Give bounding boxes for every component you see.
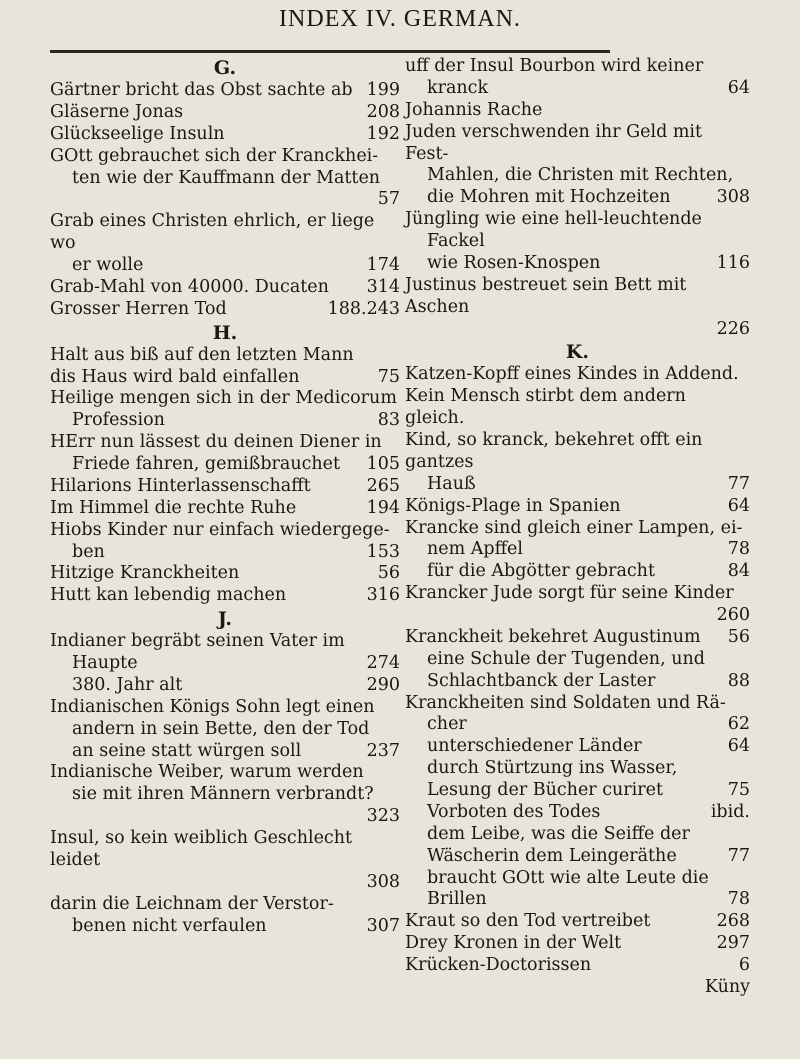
page-number: 265 bbox=[366, 475, 400, 496]
index-entry bbox=[405, 386, 750, 430]
index-entry-continuation bbox=[50, 916, 400, 938]
index-entry bbox=[50, 367, 400, 389]
index-entry-continuation bbox=[405, 758, 750, 780]
section-letter: H. bbox=[212, 321, 238, 344]
index-entry bbox=[50, 498, 400, 520]
page-number: 208 bbox=[366, 101, 400, 122]
entry-text: darin die Leichnam der Verstor- bbox=[50, 893, 334, 914]
index-entry-continuation bbox=[50, 675, 400, 697]
page-number: 188.243 bbox=[327, 298, 400, 319]
entry-text: Fackel bbox=[427, 231, 485, 251]
entry-text: Wäscherin dem Leingeräthe bbox=[427, 845, 677, 866]
index-entry-continuation bbox=[50, 189, 400, 211]
index-entry bbox=[50, 762, 400, 784]
page-number: 88 bbox=[727, 670, 750, 691]
page-number: 84 bbox=[727, 561, 750, 582]
index-entry bbox=[405, 911, 750, 933]
page-number: 56 bbox=[377, 563, 400, 584]
entry-text: Kraut so den Tod vertreibet bbox=[405, 911, 651, 932]
index-entry bbox=[50, 563, 400, 585]
entry-text: an seine statt würgen soll bbox=[72, 740, 302, 761]
entry-text: wie Rosen-Knospen bbox=[427, 252, 601, 273]
index-entry bbox=[50, 277, 400, 299]
index-entry bbox=[405, 100, 750, 122]
index-entry bbox=[50, 697, 400, 719]
index-entry bbox=[50, 345, 400, 367]
index-entry-continuation bbox=[405, 714, 750, 736]
index-entry-continuation bbox=[50, 653, 400, 675]
index-entry-continuation bbox=[50, 872, 400, 894]
entry-text: Justinus bestreuet sein Bett mit Aschen bbox=[405, 274, 687, 317]
index-entry-continuation bbox=[405, 846, 750, 868]
entry-text: er wolle bbox=[72, 255, 144, 275]
index-entry-continuation bbox=[405, 165, 750, 187]
entry-text: Juden verschwenden ihr Geld mit Fest- bbox=[405, 121, 703, 164]
index-entry bbox=[50, 476, 400, 498]
entry-text: Lesung der Bücher curiret bbox=[427, 780, 664, 800]
entry-text: dis Haus wird bald einfallen bbox=[50, 366, 300, 387]
running-head: INDEX IV. GERMAN. bbox=[279, 6, 521, 32]
entry-text: Grosser Herren Tod bbox=[50, 298, 227, 319]
page-number: 226 bbox=[716, 318, 750, 339]
page-number: 78 bbox=[727, 889, 750, 910]
entry-text: durch Stürtzung ins Wasser, bbox=[427, 758, 678, 779]
index-entry-continuation bbox=[405, 736, 750, 758]
index-entry-continuation bbox=[50, 784, 400, 806]
entry-text: benen nicht verfaulen bbox=[72, 915, 267, 936]
entry-text: Johannis Rache bbox=[405, 99, 543, 120]
index-entry-continuation bbox=[405, 889, 750, 911]
page-number: 268 bbox=[716, 911, 750, 932]
entry-text: dem Leibe, was die Seiffe der bbox=[427, 823, 690, 844]
entry-text: Gärtner bricht das Obst sachte ab bbox=[50, 80, 353, 100]
index-entry bbox=[405, 583, 750, 605]
entry-text: Glückseelige Insuln bbox=[50, 123, 225, 144]
page-number: 174 bbox=[366, 255, 400, 275]
entry-text: Hauß bbox=[427, 473, 476, 494]
index-entry-continuation bbox=[405, 539, 750, 561]
entry-text: ten wie der Kauffmann der Matten bbox=[72, 167, 381, 188]
entry-text: Im Himmel die rechte Ruhe bbox=[50, 497, 297, 518]
section-letter: K. bbox=[565, 341, 590, 364]
page-number: 77 bbox=[727, 473, 750, 494]
index-entry bbox=[405, 518, 750, 540]
page-number: 83 bbox=[377, 410, 400, 431]
entry-text: Heilige mengen sich in der Medicorum bbox=[50, 388, 397, 409]
entry-text: Haupte bbox=[72, 653, 138, 673]
page-number: Küny bbox=[704, 976, 750, 997]
index-entry-continuation bbox=[405, 231, 750, 253]
entry-text: cher bbox=[427, 714, 467, 735]
index-entry bbox=[405, 693, 750, 715]
index-entry bbox=[50, 585, 400, 607]
entry-text: Profession bbox=[72, 410, 165, 431]
index-entry bbox=[50, 299, 400, 321]
index-entry bbox=[405, 955, 750, 977]
index-entry-continuation bbox=[50, 542, 400, 564]
index-entry-continuation bbox=[405, 319, 750, 341]
index-entry bbox=[405, 627, 750, 649]
entry-text: Vorboten des Todes bbox=[427, 801, 601, 822]
entry-text: HErr nun lässest du deinen Diener in bbox=[50, 432, 382, 453]
entry-text: Schlachtbanck der Laster bbox=[427, 670, 656, 691]
entry-text: Hutt kan lebendig machen bbox=[50, 585, 287, 606]
entry-text: Indianischen Königs Sohn legt einen bbox=[50, 696, 375, 717]
page-number: 64 bbox=[727, 77, 750, 98]
page-number: 307 bbox=[366, 915, 400, 936]
entry-text: Insul, so kein weiblich Geschlecht leidet bbox=[50, 828, 353, 870]
index-entry-continuation bbox=[405, 474, 750, 496]
entry-text: nem Apffel bbox=[427, 539, 524, 560]
entry-text: Grab eines Christen ehrlich, er liege wo bbox=[50, 211, 375, 254]
entry-text: Halt aus biß auf den letzten Mann bbox=[50, 344, 354, 365]
entry-text: GOtt gebrauchet sich der Kranckhei- bbox=[50, 145, 379, 166]
entry-text: ben bbox=[72, 541, 105, 562]
entry-text: Mahlen, die Christen mit Rechten, bbox=[427, 165, 734, 186]
index-entry bbox=[405, 275, 750, 319]
page-number: 116 bbox=[716, 252, 750, 273]
index-entry bbox=[405, 496, 750, 518]
entry-text: Indianische Weiber, warum werden bbox=[50, 762, 364, 783]
page-number: 290 bbox=[366, 674, 400, 695]
page-number: 6 bbox=[738, 955, 750, 975]
index-column-left bbox=[50, 56, 400, 937]
page-number: 64 bbox=[727, 736, 750, 757]
index-entry-continuation bbox=[405, 824, 750, 846]
page-number: 56 bbox=[727, 626, 750, 647]
index-entry-continuation bbox=[405, 78, 750, 100]
entry-text: Krücken-Doctorissen bbox=[405, 955, 592, 975]
page-number: 194 bbox=[366, 497, 400, 518]
section-letter: G. bbox=[213, 57, 237, 79]
page-number: 57 bbox=[377, 189, 400, 210]
page-number: 274 bbox=[366, 653, 400, 673]
page-number: 78 bbox=[727, 539, 750, 560]
entry-text: Drey Kronen in der Welt bbox=[405, 933, 622, 954]
index-entry bbox=[50, 80, 400, 102]
entry-text: Grab-Mahl von 40000. Ducaten bbox=[50, 276, 329, 297]
index-entry bbox=[50, 211, 400, 255]
page-number: 75 bbox=[727, 780, 750, 800]
entry-text: Kein Mensch stirbt dem andern gleich. bbox=[405, 386, 686, 429]
entry-text: Kind, so kranck, bekehret offt ein gantzes bbox=[405, 430, 703, 472]
entry-text: Königs-Plage in Spanien bbox=[405, 495, 621, 516]
page-number: 308 bbox=[366, 871, 400, 892]
entry-text: Brillen bbox=[427, 889, 487, 910]
page-number: 297 bbox=[716, 933, 750, 954]
index-entry bbox=[405, 122, 750, 166]
section-letter: J. bbox=[217, 608, 233, 631]
index-entry bbox=[405, 56, 750, 78]
index-entry-continuation bbox=[405, 253, 750, 275]
index-entry bbox=[405, 364, 750, 386]
page-number: 62 bbox=[727, 714, 750, 735]
entry-text: kranck bbox=[427, 77, 489, 98]
index-entry-continuation bbox=[405, 802, 750, 824]
page-number: ibid. bbox=[710, 801, 750, 822]
page-number: 314 bbox=[366, 276, 400, 297]
entry-text: Hiobs Kinder nur einfach wiedergege- bbox=[50, 519, 390, 540]
entry-text: eine Schule der Tugenden, und bbox=[427, 648, 705, 669]
index-entry bbox=[50, 828, 400, 872]
entry-text: die Mohren mit Hochzeiten bbox=[427, 187, 671, 208]
entry-text: braucht GOtt wie alte Leute die bbox=[427, 867, 709, 888]
page-number: 323 bbox=[366, 806, 400, 827]
entry-text: Kranckheiten sind Soldaten und Rä- bbox=[405, 692, 726, 713]
index-entry-continuation bbox=[50, 454, 400, 476]
index-entry-continuation bbox=[405, 977, 750, 999]
entry-text: Katzen-Kopff eines Kindes in Addend. bbox=[405, 364, 739, 385]
page-number: 199 bbox=[366, 80, 400, 100]
index-entry-continuation bbox=[405, 187, 750, 209]
index-entry bbox=[50, 388, 400, 410]
index-entry-continuation bbox=[405, 780, 750, 802]
page-number: 153 bbox=[366, 541, 400, 562]
index-entry bbox=[50, 432, 400, 454]
entry-text: sie mit ihren Männern verbrandt? bbox=[72, 784, 374, 805]
page-number: 260 bbox=[716, 605, 750, 625]
index-entry-continuation bbox=[405, 605, 750, 627]
entry-text: andern in sein Bette, den der Tod bbox=[72, 718, 370, 739]
index-entry-continuation bbox=[405, 649, 750, 671]
index-entry bbox=[405, 933, 750, 955]
entry-text: Friede fahren, gemißbrauchet bbox=[72, 454, 341, 474]
index-entry-continuation bbox=[405, 561, 750, 583]
page-number: 77 bbox=[727, 845, 750, 866]
index-entry bbox=[50, 520, 400, 542]
index-column-right bbox=[405, 56, 750, 999]
index-entry bbox=[405, 430, 750, 474]
index-entry-continuation bbox=[50, 410, 400, 432]
index-entry-continuation bbox=[50, 719, 400, 741]
page-number: 308 bbox=[716, 187, 750, 208]
index-entry-continuation bbox=[50, 741, 400, 763]
header-rule bbox=[50, 50, 610, 53]
entry-text: Krancke sind gleich einer Lampen, ei- bbox=[405, 517, 743, 538]
index-entry-continuation bbox=[405, 671, 750, 693]
index-entry bbox=[50, 124, 400, 146]
entry-text: Jüngling wie eine hell-leuchtende bbox=[405, 209, 702, 230]
index-entry bbox=[50, 146, 400, 168]
index-entry-continuation bbox=[50, 255, 400, 277]
entry-text: Krancker Jude sorgt für seine Kinder bbox=[405, 583, 734, 604]
entry-text: für die Abgötter gebracht bbox=[427, 561, 655, 582]
index-entry-continuation bbox=[50, 168, 400, 190]
page-number: 316 bbox=[366, 585, 400, 606]
entry-text: Indianer begräbt seinen Vater im bbox=[50, 631, 345, 652]
index-entry bbox=[50, 631, 400, 653]
entry-text: Hilarions Hinterlassenschafft bbox=[50, 475, 311, 496]
entry-text: Gläserne Jonas bbox=[50, 101, 184, 122]
entry-text: unterschiedener Länder bbox=[427, 736, 642, 757]
index-entry-continuation bbox=[50, 806, 400, 828]
entry-text: uff der Insul Bourbon wird keiner bbox=[405, 56, 704, 76]
page-number: 75 bbox=[377, 366, 400, 387]
entry-text: Kranckheit bekehret Augustinum bbox=[405, 626, 701, 647]
index-entry bbox=[50, 894, 400, 916]
page-number: 237 bbox=[366, 740, 400, 761]
entry-text: 380. Jahr alt bbox=[72, 674, 183, 695]
index-entry bbox=[405, 209, 750, 231]
page-number: 192 bbox=[366, 123, 400, 144]
index-entry bbox=[50, 102, 400, 124]
entry-text: Hitzige Kranckheiten bbox=[50, 563, 240, 584]
page-number: 64 bbox=[727, 495, 750, 516]
page-number: 105 bbox=[366, 454, 400, 474]
index-entry-continuation bbox=[405, 868, 750, 890]
